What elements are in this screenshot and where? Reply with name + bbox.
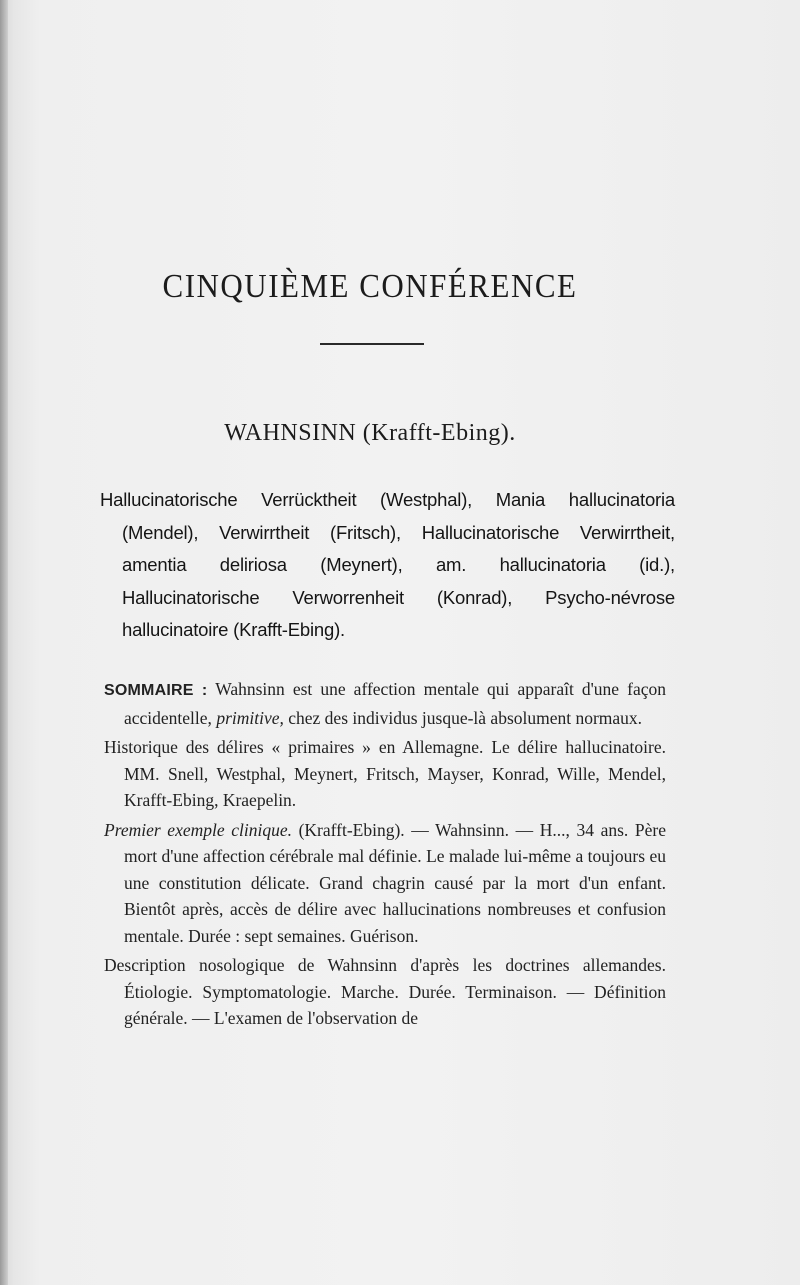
- sommaire-block: [104, 676, 666, 1035]
- synonyms-block: [100, 484, 675, 647]
- sommaire-p1-text-b: chez des individus jusque-là absolument normaux.: [283, 707, 643, 728]
- sommaire-p3-text: (Krafft-Ebing). — Wahnsinn. — H..., 34 ans. Père mort d'une affection cérébrale mal définie. Le malade lui-même a toujours eu une constitution délicate. Grand chagrin causé par la mort d'un enfant. Bientôt après, accès de délire avec hallucinations nombreuses et confusion mentale. Durée : sept semaines. Guérison.: [124, 819, 666, 946]
- chapter-title: CINQUIÈME CONFÉRENCE: [162, 266, 578, 305]
- chapter-subtitle: WAHNSINN (Krafft-Ebing).: [224, 420, 516, 446]
- sommaire-p3-italic: Premier exemple clinique.: [104, 819, 292, 840]
- title-rule: [320, 343, 424, 345]
- sommaire-paragraph-3: [104, 817, 666, 950]
- sommaire-paragraph-2: Historique des délires « primaires » en Allemagne. Le délire hallucinatoire. MM. Snell, Westphal, Meynert, Fritsch, Mayser, Konrad, Wille, Mendel, Krafft-Ebing, Kraepelin.: [104, 737, 666, 810]
- synonyms-text: Hallucinatorische Verrücktheit (Westphal), Mania hallucinatoria (Mendel), Verwirrtheit (Fritsch), Hallucinatorische Verwirrtheit, amentia deliriosa (Meynert), am. hallucinatoria (id.), Hallucinatorische Verworrenheit (Konrad), Psycho-névrose hallucinatoire (Krafft-Ebing).: [100, 489, 675, 641]
- sommaire-p1-italic: primitive,: [216, 707, 284, 728]
- sommaire-label: SOMMAIRE :: [104, 682, 208, 699]
- sommaire-p1-text-a: Wahnsinn est une affection mentale qui apparaît d'une façon accidentelle,: [124, 679, 666, 728]
- page-spine-shadow: [0, 0, 8, 1285]
- sommaire-paragraph-1: [104, 676, 666, 731]
- sommaire-paragraph-4: Description nosologique de Wahnsinn d'après les doctrines allemandes. Étiologie. Symptomatologie. Marche. Durée. Terminaison. — Définition générale. — L'examen de l'observation de: [104, 955, 666, 1028]
